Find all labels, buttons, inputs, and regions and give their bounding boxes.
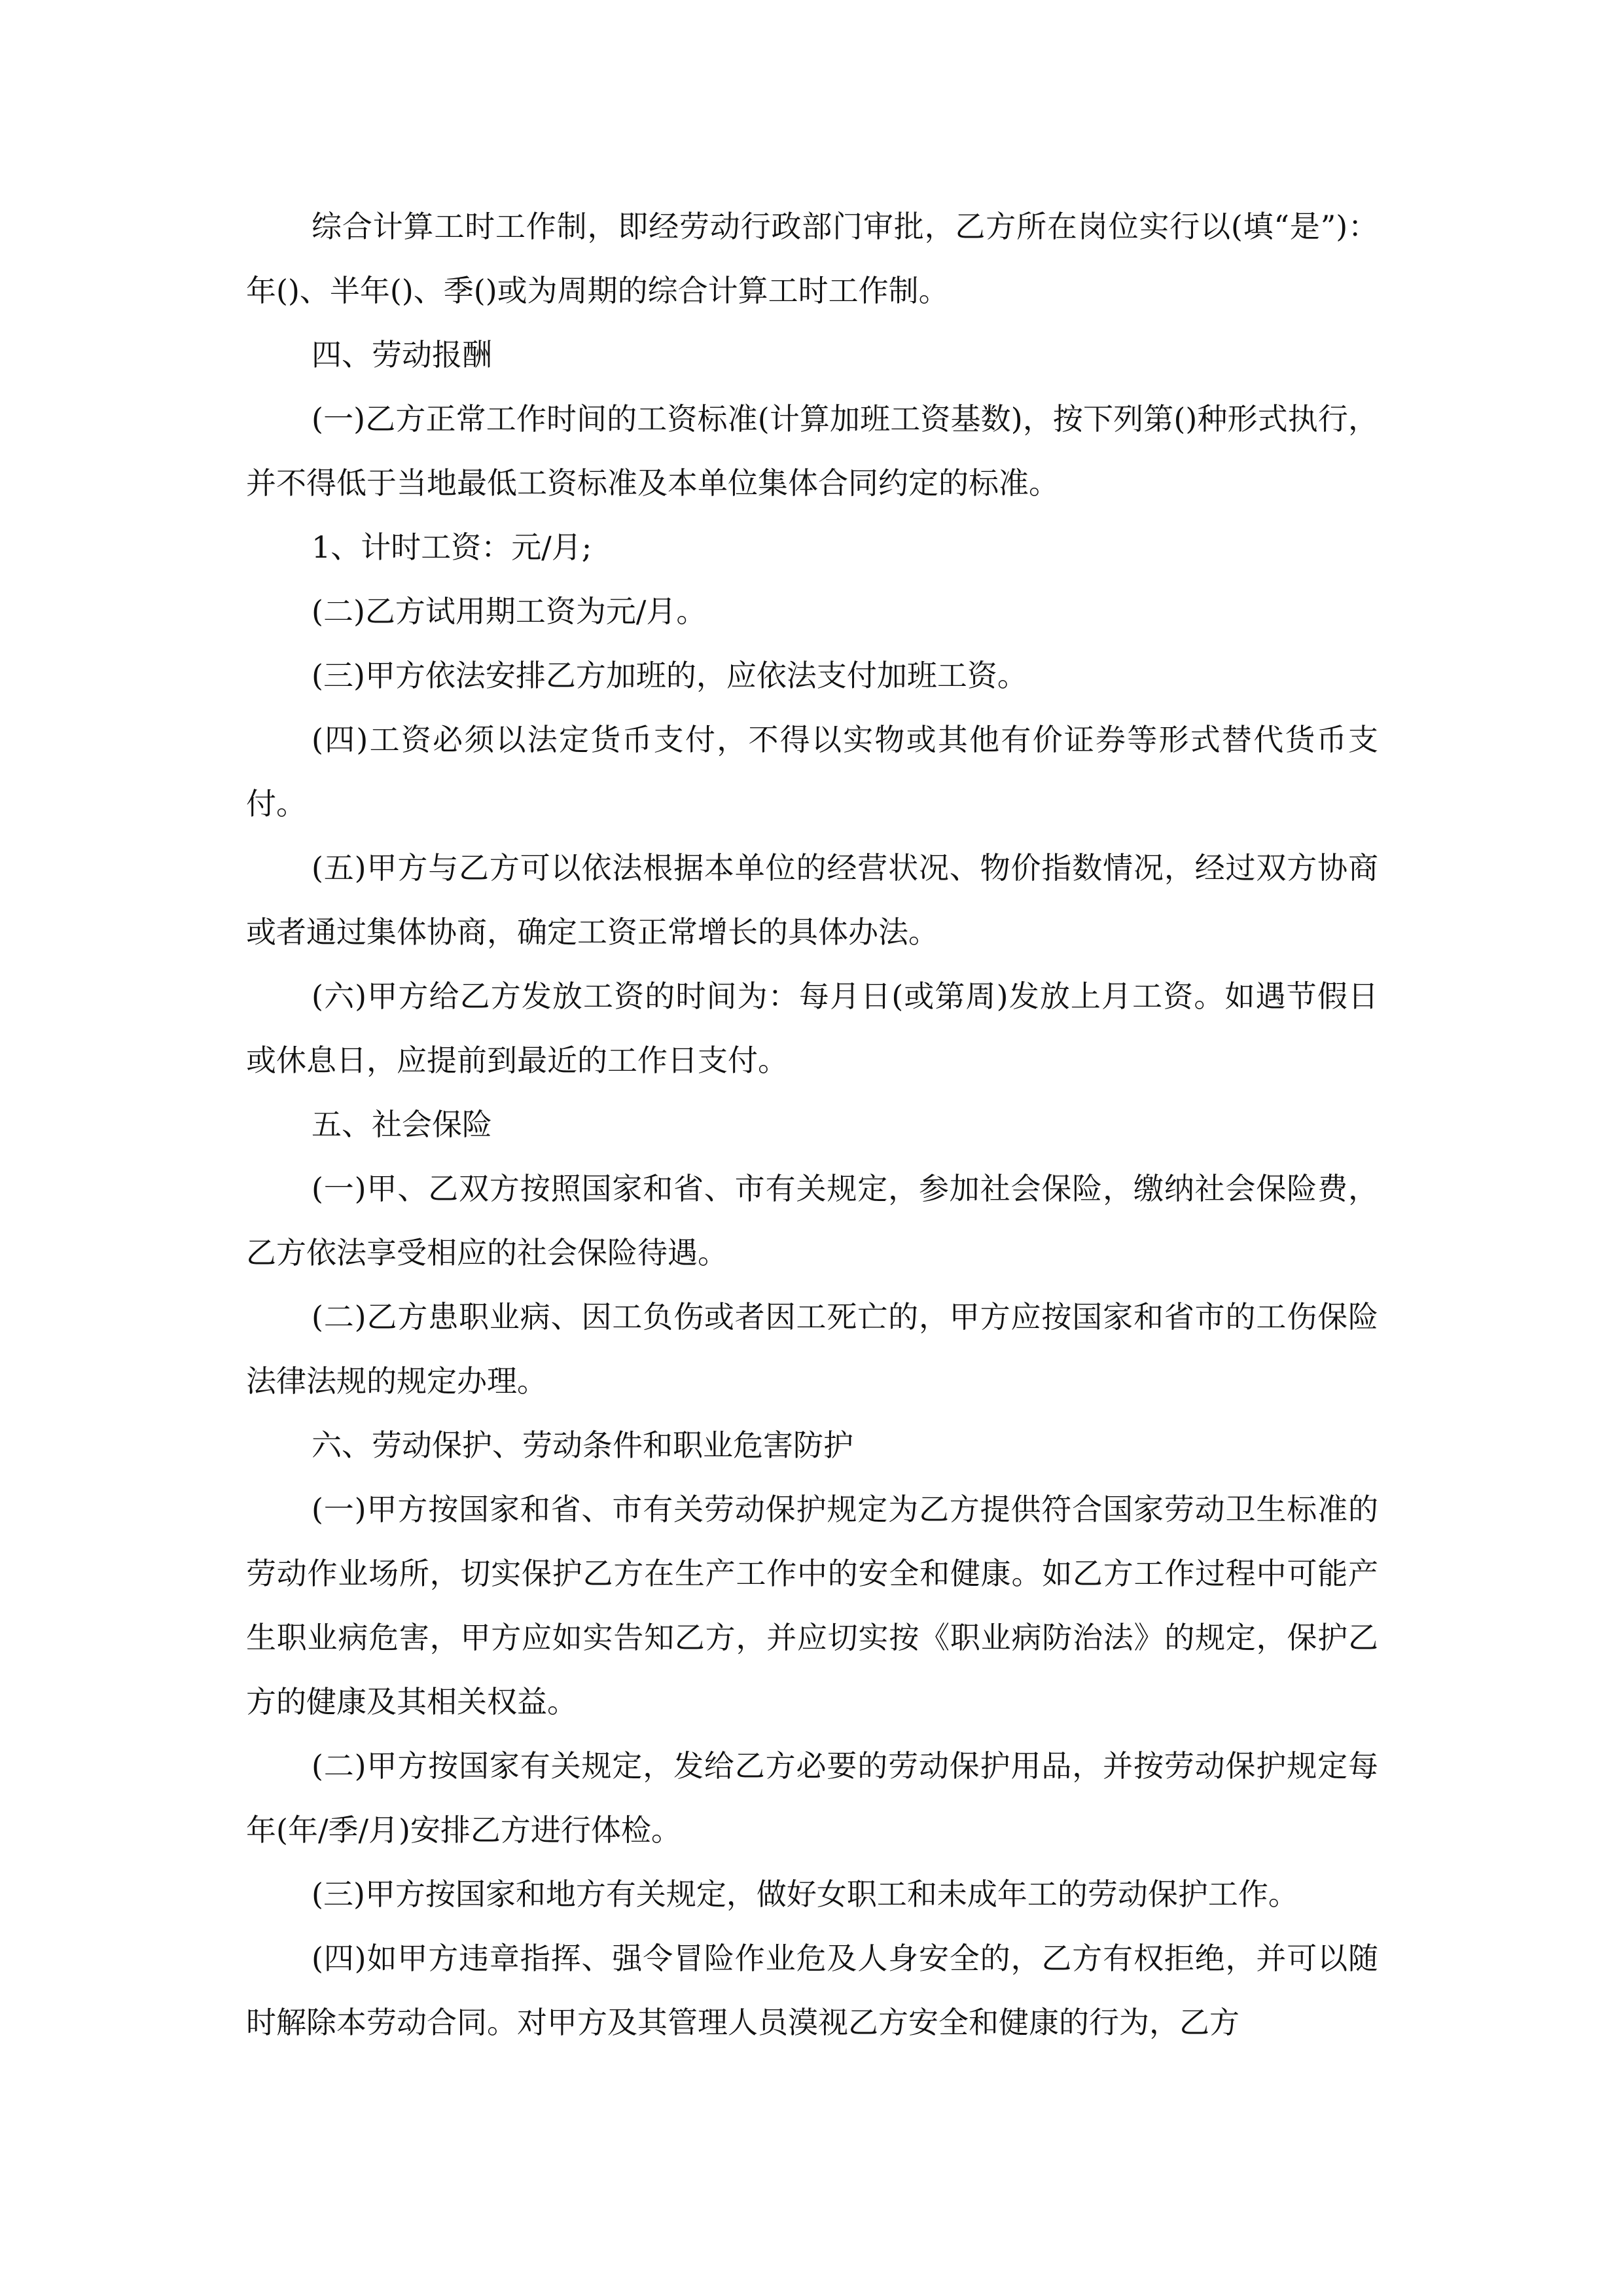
paragraph-wage-standard: (一)乙方正常工作时间的工资标准(计算加班工资基数)，按下列第()种形式执行，并不得低于当地最低工资标准及本单位集体合同约定的标准。 — [246, 401, 1378, 501]
paragraph-protective-equipment: (二)甲方按国家有关规定，发给乙方必要的劳动保护用品，并按劳动保护规定每年(年/季/月)安排乙方进行体检。 — [246, 1748, 1378, 1848]
paragraph-legal-currency: (四)工资必须以法定货币支付，不得以实物或其他有价证券等形式替代货币支付。 — [246, 722, 1378, 821]
paragraph-workplace-safety: (一)甲方按国家和省、市有关劳动保护规定为乙方提供符合国家劳动卫生标准的劳动作业场所，切实保护乙方在生产工作中的安全和健康。如乙方工作过程中可能产生职业病危害，甲方应如实告知乙方，并应切实按《职业病防治法》的规定，保护乙方的健康及其相关权益。 — [246, 1492, 1378, 1719]
document-body — [246, 194, 1378, 2054]
paragraph-female-minor-workers: (三)甲方按国家和地方有关规定，做好女职工和未成年工的劳动保护工作。 — [312, 1876, 1298, 1912]
paragraph-hourly-wage: 1、计时工资：元/月; — [312, 529, 592, 565]
paragraph-working-hours: 综合计算工时工作制，即经劳动行政部门审批，乙方所在岗位实行以(填“是”)：年()、半年()、季()或为周期的综合计算工时工作制。 — [246, 209, 1378, 308]
paragraph-probation-wage: (二)乙方试用期工资为元/月。 — [312, 594, 707, 629]
paragraph-right-to-refuse: (四)如甲方违章指挥、强令冒险作业危及人身安全的，乙方有权拒绝，并可以随时解除本劳动合同。对甲方及其管理人员漠视乙方安全和健康的行为，乙方 — [246, 1941, 1378, 2040]
heading-social-insurance: 五、社会保险 — [312, 1107, 492, 1142]
heading-labor-remuneration: 四、劳动报酬 — [312, 337, 492, 372]
paragraph-wage-growth: (五)甲方与乙方可以依法根据本单位的经营状况、物价指数情况，经过双方协商或者通过集体协商，确定工资正常增长的具体办法。 — [246, 850, 1378, 950]
heading-labor-protection: 六、劳动保护、劳动条件和职业危害防护 — [312, 1427, 853, 1463]
paragraph-overtime-pay: (三)甲方依法安排乙方加班的，应依法支付加班工资。 — [312, 658, 1027, 693]
paragraph-work-injury: (二)乙方患职业病、因工负伤或者因工死亡的，甲方应按国家和省市的工伤保险法律法规的规定办理。 — [246, 1299, 1378, 1399]
paragraph-pay-date: (六)甲方给乙方发放工资的时间为：每月日(或第周)发放上月工资。如遇节假日或休息日，应提前到最近的工作日支付。 — [246, 978, 1378, 1078]
paragraph-insurance-participation: (一)甲、乙双方按照国家和省、市有关规定，参加社会保险，缴纳社会保险费，乙方依法享受相应的社会保险待遇。 — [246, 1171, 1378, 1270]
